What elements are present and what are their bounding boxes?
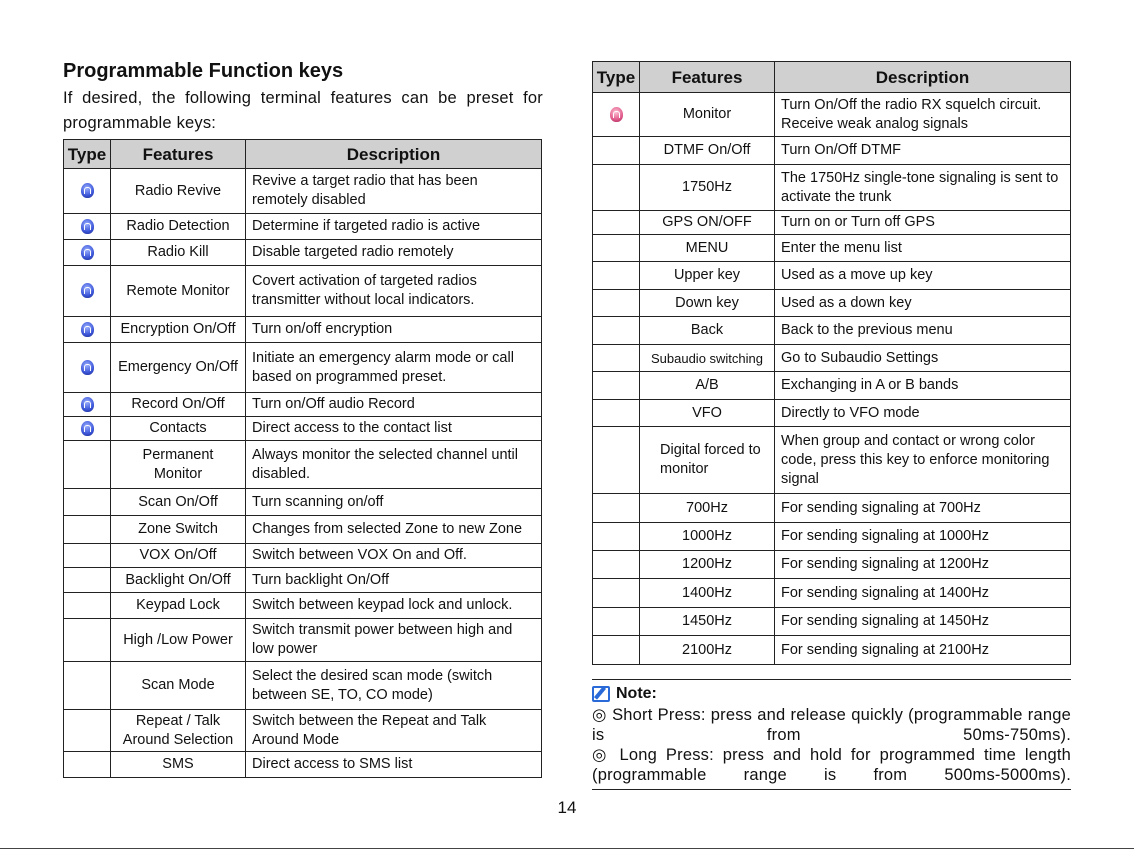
type-cell: [64, 568, 111, 593]
description-header: Description: [246, 140, 542, 169]
radio-key-icon: [81, 360, 94, 375]
table-row: [593, 427, 1071, 494]
feature-cell: Digital forced to monitor: [640, 427, 775, 494]
description-cell: Go to Subaudio Settings: [775, 345, 1071, 372]
type-cell: [593, 494, 640, 523]
feature-cell: Emergency On/Off: [111, 343, 246, 393]
type-cell: [64, 593, 111, 619]
type-cell: [593, 165, 640, 211]
type-cell: [593, 400, 640, 427]
feature-cell: VOX On/Off: [111, 544, 246, 568]
feature-cell: Monitor: [640, 93, 775, 137]
type-cell: [64, 752, 111, 778]
monitor-key-icon: [610, 107, 623, 122]
radio-key-icon: [81, 421, 94, 436]
description-cell: Changes from selected Zone to new Zone: [246, 516, 542, 544]
description-cell: Turn scanning on/off: [246, 489, 542, 516]
type-cell: [64, 240, 111, 266]
table-row: [593, 137, 1071, 165]
feature-cell: Radio Revive: [111, 169, 246, 214]
note-long-press: ◎ Long Press: press and hold for programmed time length (programmable range is from 500ms-5000ms).: [592, 746, 1071, 784]
description-cell: Switch between keypad lock and unlock.: [246, 593, 542, 619]
table-row: [64, 240, 542, 266]
table-row: [64, 417, 542, 441]
description-cell: Exchanging in A or B bands: [775, 372, 1071, 400]
table-row: [64, 662, 542, 710]
feature-cell: 2100Hz: [640, 636, 775, 665]
type-header: Type: [593, 62, 640, 93]
type-cell: [593, 93, 640, 137]
table-row: [64, 441, 542, 489]
table-row: [64, 568, 542, 593]
table-row: [593, 372, 1071, 400]
description-cell: Turn backlight On/Off: [246, 568, 542, 593]
feature-cell: Record On/Off: [111, 393, 246, 417]
table-row: [64, 619, 542, 662]
description-cell: Always monitor the selected channel until disabled.: [246, 441, 542, 489]
table-row: [593, 636, 1071, 665]
feature-cell: SMS: [111, 752, 246, 778]
type-cell: [64, 417, 111, 441]
description-cell: Turn On/Off the radio RX squelch circuit. Receive weak analog signals: [775, 93, 1071, 137]
intro-text: If desired, the following terminal features can be preset for programmable keys:: [63, 89, 543, 132]
description-cell: Revive a target radio that has been remotely disabled: [246, 169, 542, 214]
description-cell: Directly to VFO mode: [775, 400, 1071, 427]
description-cell: Turn on/off encryption: [246, 317, 542, 343]
type-cell: [593, 345, 640, 372]
table-row: [593, 345, 1071, 372]
note-short-press: ◎ Short Press: press and release quickly (programmable range is from 50ms-750ms).: [592, 706, 1071, 744]
feature-cell: Repeat / Talk Around Selection: [111, 710, 246, 752]
description-cell: For sending signaling at 1000Hz: [775, 523, 1071, 551]
table-row: [593, 211, 1071, 235]
table-row: [593, 523, 1071, 551]
type-cell: [593, 579, 640, 608]
description-cell: Switch between VOX On and Off.: [246, 544, 542, 568]
type-cell: [593, 551, 640, 579]
radio-key-icon: [81, 219, 94, 234]
page-title: Programmable Function keys: [63, 60, 344, 82]
table-row: [593, 551, 1071, 579]
feature-cell: Radio Kill: [111, 240, 246, 266]
feature-cell: Down key: [640, 290, 775, 317]
type-cell: [64, 662, 111, 710]
type-cell: [64, 317, 111, 343]
type-cell: [593, 317, 640, 345]
type-cell: [593, 427, 640, 494]
table-row: [64, 516, 542, 544]
description-cell: Covert activation of targeted radios transmitter without local indicators.: [246, 266, 542, 317]
feature-cell: MENU: [640, 235, 775, 262]
type-cell: [64, 489, 111, 516]
table-row: [64, 393, 542, 417]
description-cell: For sending signaling at 2100Hz: [775, 636, 1071, 665]
feature-cell: Remote Monitor: [111, 266, 246, 317]
table-row: [593, 494, 1071, 523]
feature-cell: DTMF On/Off: [640, 137, 775, 165]
feature-cell: Upper key: [640, 262, 775, 290]
description-cell: Disable targeted radio remotely: [246, 240, 542, 266]
description-cell: Turn On/Off DTMF: [775, 137, 1071, 165]
table-row: [64, 593, 542, 619]
note-title: Note:: [616, 685, 657, 702]
feature-cell: Zone Switch: [111, 516, 246, 544]
radio-key-icon: [81, 245, 94, 260]
table-row: [64, 266, 542, 317]
description-cell: For sending signaling at 700Hz: [775, 494, 1071, 523]
feature-cell: Radio Detection: [111, 214, 246, 240]
table-row: [593, 235, 1071, 262]
type-cell: [64, 214, 111, 240]
description-header: Description: [775, 62, 1071, 93]
table-row: [593, 608, 1071, 636]
table-row: [64, 710, 542, 752]
type-header: Type: [64, 140, 111, 169]
feature-cell: Encryption On/Off: [111, 317, 246, 343]
description-cell: Switch between the Repeat and Talk Around Mode: [246, 710, 542, 752]
note-section: [592, 679, 1071, 790]
type-cell: [593, 235, 640, 262]
type-cell: [593, 523, 640, 551]
feature-cell: 1200Hz: [640, 551, 775, 579]
table-row: [64, 317, 542, 343]
table-row: [593, 290, 1071, 317]
description-cell: Select the desired scan mode (switch between SE, TO, CO mode): [246, 662, 542, 710]
edit-note-icon: [592, 686, 610, 702]
type-cell: [64, 619, 111, 662]
description-cell: Used as a move up key: [775, 262, 1071, 290]
type-cell: [593, 211, 640, 235]
radio-key-icon: [81, 283, 94, 298]
description-cell: When group and contact or wrong color code, press this key to enforce monitoring signal: [775, 427, 1071, 494]
type-cell: [593, 372, 640, 400]
radio-key-icon: [81, 322, 94, 337]
table-row: [593, 165, 1071, 211]
radio-key-icon: [81, 183, 94, 198]
description-cell: Turn on/Off audio Record: [246, 393, 542, 417]
table-row: [64, 489, 542, 516]
feature-cell: Contacts: [111, 417, 246, 441]
type-cell: [64, 544, 111, 568]
type-cell: [593, 290, 640, 317]
function-keys-table-left: [63, 139, 542, 778]
description-cell: For sending signaling at 1450Hz: [775, 608, 1071, 636]
type-cell: [64, 441, 111, 489]
radio-key-icon: [81, 397, 94, 412]
table-row: [593, 262, 1071, 290]
table-row: [64, 343, 542, 393]
description-cell: Enter the menu list: [775, 235, 1071, 262]
description-cell: For sending signaling at 1200Hz: [775, 551, 1071, 579]
feature-cell: Backlight On/Off: [111, 568, 246, 593]
type-cell: [593, 636, 640, 665]
feature-cell: GPS ON/OFF: [640, 211, 775, 235]
feature-cell: Scan Mode: [111, 662, 246, 710]
description-cell: Turn on or Turn off GPS: [775, 211, 1071, 235]
description-cell: Back to the previous menu: [775, 317, 1071, 345]
feature-cell: High /Low Power: [111, 619, 246, 662]
description-cell: Direct access to the contact list: [246, 417, 542, 441]
type-cell: [64, 710, 111, 752]
table-row: [593, 93, 1071, 137]
bottom-divider: [0, 848, 1134, 849]
feature-cell: 1400Hz: [640, 579, 775, 608]
feature-cell: Permanent Monitor: [111, 441, 246, 489]
feature-cell: Scan On/Off: [111, 489, 246, 516]
page-number: 14: [557, 798, 577, 817]
feature-cell: 1750Hz: [640, 165, 775, 211]
table-row: [64, 169, 542, 214]
type-cell: [64, 169, 111, 214]
feature-cell: 700Hz: [640, 494, 775, 523]
type-cell: [593, 262, 640, 290]
table-row: [64, 752, 542, 778]
feature-cell: 1450Hz: [640, 608, 775, 636]
description-cell: Determine if targeted radio is active: [246, 214, 542, 240]
table-row: [64, 214, 542, 240]
description-cell: Used as a down key: [775, 290, 1071, 317]
type-cell: [64, 266, 111, 317]
description-cell: The 1750Hz single-tone signaling is sent to activate the trunk: [775, 165, 1071, 211]
feature-cell: 1000Hz: [640, 523, 775, 551]
type-cell: [64, 393, 111, 417]
type-cell: [64, 343, 111, 393]
table-row: [593, 579, 1071, 608]
type-cell: [593, 608, 640, 636]
function-keys-table-right: [592, 61, 1071, 665]
table-row: [593, 317, 1071, 345]
description-cell: Initiate an emergency alarm mode or call based on programmed preset.: [246, 343, 542, 393]
feature-cell: Keypad Lock: [111, 593, 246, 619]
description-cell: Direct access to SMS list: [246, 752, 542, 778]
features-header: Features: [111, 140, 246, 169]
description-cell: Switch transmit power between high and low power: [246, 619, 542, 662]
feature-cell: A/B: [640, 372, 775, 400]
type-cell: [593, 137, 640, 165]
feature-cell: VFO: [640, 400, 775, 427]
features-header: Features: [640, 62, 775, 93]
feature-cell: Subaudio switching: [640, 345, 775, 372]
type-cell: [64, 516, 111, 544]
description-cell: For sending signaling at 1400Hz: [775, 579, 1071, 608]
table-row: [593, 400, 1071, 427]
table-row: [64, 544, 542, 568]
feature-cell: Back: [640, 317, 775, 345]
